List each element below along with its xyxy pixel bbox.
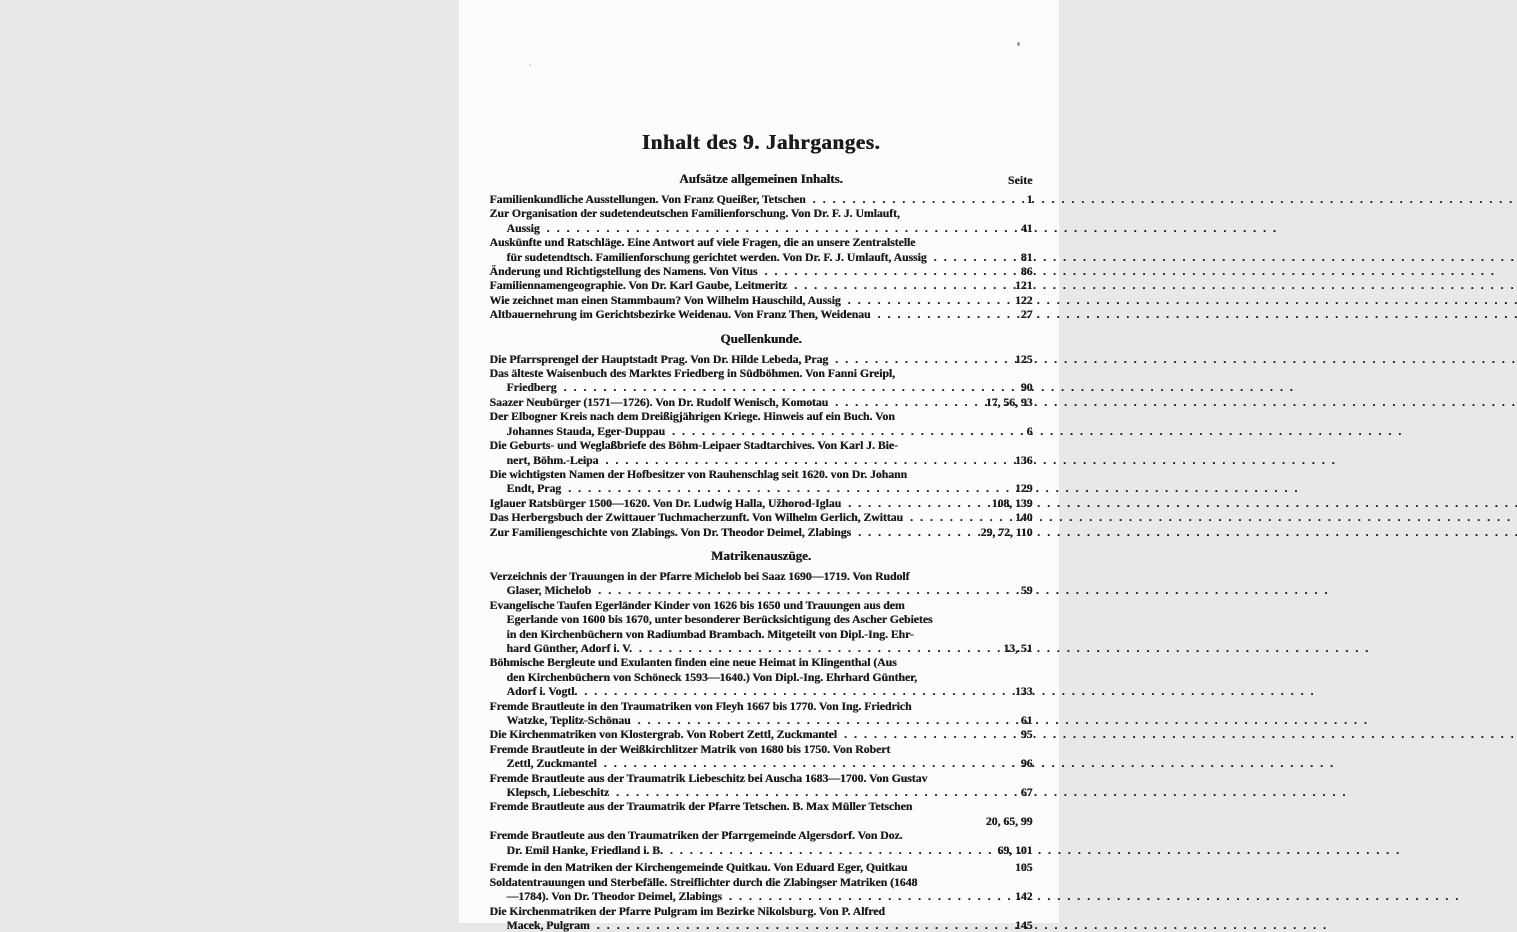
entry-text: Änderung und Richtigstellung des Namens. Von Vitus: [489, 264, 758, 279]
entry-line: [490, 918, 1033, 932]
dot-leader: [870, 307, 1020, 321]
entry-line: [490, 510, 1033, 524]
toc-entry: [490, 192, 1033, 206]
dot-leader: [665, 424, 1027, 438]
entry-line: [490, 206, 1033, 220]
entry-text: Endt, Prag: [506, 481, 562, 496]
toc-section: [490, 548, 1033, 932]
page-number: 122: [1014, 292, 1033, 307]
entry-line: [490, 612, 1033, 626]
page-number: 86: [1020, 264, 1033, 279]
page-title: Inhalt des 9. Jahrganges.: [641, 130, 881, 154]
entry-line: [490, 569, 1033, 583]
toc-entry: [490, 828, 1033, 857]
dot-leader: [598, 453, 1015, 467]
dot-leader: [722, 889, 1015, 903]
dot-leader: [787, 278, 1015, 292]
entry-line: [490, 655, 1033, 669]
entry-text: Zettl, Zuckmantel: [506, 756, 597, 771]
entry-text: Die Pfarrsprengel der Hauptstadt Prag. Von Dr. Hilde Lebeda, Prag: [489, 351, 829, 366]
entry-text: Zur Organisation der sudetendeutschen Familienforschung. Von Dr. F. J. Umlauft,: [489, 206, 900, 221]
dot-leader: [903, 510, 1015, 524]
page-number: 108, 139: [991, 495, 1033, 510]
dot-leader: [841, 293, 1015, 307]
entry-line: [490, 713, 1033, 727]
entry-line: [490, 889, 1033, 903]
entry-text: Fremde Brautleute aus der Traumatrik Liebeschitz bei Auscha 1683—1700. Von Gustav: [489, 770, 928, 785]
entry-text: Böhmische Bergleute und Exulanten finden eine neue Heimat in Klingenthal (Aus: [489, 655, 897, 670]
page-number: 125: [1014, 351, 1033, 366]
entry-text: Familiennamengeographie. Von Dr. Karl Gaube, Leitmeritz: [489, 278, 788, 293]
entry-line: [490, 627, 1033, 641]
dot-leader: [927, 250, 1021, 264]
toc-entry: [490, 206, 1033, 235]
entry-line: [490, 904, 1033, 918]
entry-text: Auskünfte und Ratschläge. Eine Antwort auf viele Fragen, die an unsere Zentralstelle: [489, 235, 916, 250]
toc-entry: [490, 525, 1033, 539]
toc-entry: [490, 699, 1033, 728]
entry-text: hard Günther, Adorf i. V.: [506, 640, 632, 655]
toc-content: [490, 130, 1033, 932]
toc-entry: [490, 409, 1033, 438]
entry-text: Das älteste Waisenbuch des Marktes Friedberg in Südböhmen. Von Fanni Greipl,: [489, 366, 895, 381]
entry-line: [490, 843, 1033, 857]
entry-line: [490, 756, 1033, 770]
entry-text: Die wichtigsten Namen der Hofbesitzer von Rauhenschlag seit 1620. von Dr. Johann: [489, 466, 908, 481]
entry-line: [490, 366, 1033, 380]
entry-line: [490, 799, 1033, 813]
entry-line: [490, 727, 1033, 741]
entry-line: [490, 250, 1033, 264]
entry-text: Glaser, Michelob: [506, 583, 592, 598]
dot-leader: [837, 727, 1021, 741]
entry-line: [490, 192, 1033, 206]
entry-line: [490, 785, 1033, 799]
entry-text: Egerlande von 1600 bis 1670, unter besonderer Berücksichtigung des Ascher Gebietes: [506, 612, 933, 627]
entry-text: Fremde Brautleute in den Traumatriken von Fleyh 1667 bis 1770. Von Ing. Friedrich: [489, 698, 912, 713]
entry-line: [490, 235, 1033, 249]
entry-line: [490, 583, 1033, 597]
entry-text: Verzeichnis der Trauungen in der Pfarre Michelob bei Saaz 1690—1719. Von Rudolf: [489, 568, 910, 583]
entry-line: [490, 424, 1033, 438]
entry-text: Die Kirchenmatriken von Klostergrab. Von Robert Zettl, Zuckmantel: [489, 727, 837, 742]
entry-text: Macek, Pulgram: [506, 918, 590, 932]
entry-line: [490, 684, 1033, 698]
entry-text: Fremde Brautleute in der Weißkirchlitzer Matrik von 1680 bis 1750. Von Robert: [489, 741, 891, 756]
scan-speck: [1017, 42, 1020, 46]
entry-text: Die Kirchenmatriken der Pfarre Pulgram im Bezirke Nikolsburg. Von P. Alfred: [489, 903, 885, 918]
page-number: 67: [1020, 785, 1033, 800]
dot-leader: [590, 918, 1015, 932]
page-number: 61: [1020, 713, 1033, 727]
entry-text: Altbauernehrung im Gerichtsbezirke Weidenau. Von Franz Then, Weidenau: [489, 307, 871, 322]
toc-entry: [490, 904, 1033, 932]
entry-text: für sudetendtsch. Familienforschung gerichtet werden. Von Dr. F. J. Umlauft, Aussig: [506, 249, 927, 264]
entry-line: [490, 771, 1033, 785]
toc-entry: [490, 875, 1033, 904]
entry-line: [490, 814, 1033, 828]
toc-entry: [490, 857, 1033, 875]
entry-line: [490, 525, 1033, 539]
dot-leader: [609, 785, 1021, 799]
entry-line: [490, 307, 1033, 321]
entry-text: Soldatentrauungen und Sterbefälle. Streiflichter durch die Zlabingser Matriken (1648: [489, 874, 918, 889]
entry-text: Adorf i. Vogtl.: [506, 684, 578, 699]
entry-text: Evangelische Taufen Egerländer Kinder von 1626 bis 1650 und Trauungen aus dem: [489, 597, 905, 612]
dot-leader: [561, 481, 1015, 495]
dot-leader: [851, 525, 981, 539]
dot-leader: [841, 496, 992, 510]
entry-text: Die Geburts- und Weglaßbriefe des Böhm-Leipaer Stadtarchives. Von Karl J. Bie-: [489, 438, 898, 453]
toc-entry: [490, 264, 1033, 278]
entry-line: [490, 857, 1033, 875]
entry-text: Fremde in den Matriken der Kirchengemeinde Quitkau. Von Eduard Eger, Quitkau: [489, 860, 908, 875]
entry-text: Iglauer Ratsbürger 1500—1620. Von Dr. Ludwig Halla, Užhorod-Iglau: [489, 495, 842, 510]
entry-text: Wie zeichnet man einen Stammbaum? Von Wilhelm Hauschild, Aussig: [489, 292, 841, 307]
page-number: 27: [1020, 307, 1033, 322]
dot-leader: [663, 843, 998, 857]
dot-leader: [907, 857, 1015, 871]
dot-leader: [632, 641, 1003, 655]
toc-entry: [490, 569, 1033, 598]
entry-text: Friedberg: [506, 380, 557, 395]
toc-entry: [490, 395, 1033, 409]
entry-text: Das Herbergsbuch der Zwittauer Tuchmacherzunft. Von Wilhelm Gerlich, Zwittau: [489, 510, 903, 525]
dot-leader: [828, 395, 986, 409]
toc-section: [490, 331, 1033, 539]
page-number: 142: [1014, 889, 1033, 904]
entry-line: [490, 742, 1033, 756]
entry-line: [490, 221, 1033, 235]
toc-entry: [490, 293, 1033, 307]
section-heading: Matrikenauszüge.: [710, 547, 812, 563]
page-number: 29, 72, 110: [980, 524, 1033, 539]
dot-leader: [577, 684, 1015, 698]
toc-entry: [490, 496, 1033, 510]
section-heading: Quellenkunde.: [720, 330, 802, 346]
entry-line: [490, 496, 1033, 510]
toc-entry: [490, 655, 1033, 698]
entry-line: [490, 352, 1033, 366]
page-number: 105: [1014, 860, 1033, 875]
page-number: 90: [1020, 380, 1033, 395]
entry-line: [490, 409, 1033, 423]
entry-line: [490, 293, 1033, 307]
page-number: 1: [1026, 192, 1033, 206]
entry-text: Saazer Neubürger (1571—1726). Von Dr. Rudolf Wenisch, Komotau: [489, 394, 829, 409]
entry-line: [490, 598, 1033, 612]
dot-leader: [828, 352, 1015, 366]
section-heading-row: [490, 171, 1033, 187]
entry-text: Aussig: [506, 220, 540, 235]
page-number: 17, 56, 93: [985, 394, 1033, 409]
toc-sections: [490, 171, 1033, 932]
toc-entry: [490, 742, 1033, 771]
dot-leader: [757, 264, 1020, 278]
dot-leader: [591, 583, 1021, 597]
toc-entry: [490, 438, 1033, 467]
page-number: 121: [1014, 278, 1033, 293]
section-heading-row: [490, 331, 1033, 347]
page-number: 129: [1014, 481, 1033, 496]
page-number: 133: [1014, 684, 1033, 699]
entry-text: Der Elbogner Kreis nach dem Dreißigjährigen Kriege. Hinweis auf ein Buch. Von: [489, 409, 895, 424]
entry-text: Johannes Stauda, Eger-Duppau: [506, 423, 665, 438]
entry-text: Fremde Brautleute aus der Traumatrik der Pfarre Tetschen. B. Max Müller Tetschen: [489, 799, 913, 814]
entry-text: Fremde Brautleute aus den Traumatriken der Pfarrgemeinde Algersdorf. Von Doz.: [489, 828, 903, 843]
toc-entry: [490, 467, 1033, 496]
entry-line: [490, 699, 1033, 713]
dot-leader: [806, 192, 1027, 206]
toc-entry: [490, 278, 1033, 292]
toc-entry: [490, 510, 1033, 524]
entry-line: [490, 453, 1033, 467]
page-number: 96: [1020, 756, 1033, 771]
section-heading: Aufsätze allgemeinen Inhalts.: [679, 171, 843, 186]
page-number: 59: [1020, 583, 1033, 598]
entry-text: Dr. Emil Hanke, Friedland i. B.: [506, 842, 663, 857]
page-number: 136: [1014, 452, 1033, 467]
toc-entry: [490, 799, 1033, 828]
entry-text: Zur Familiengeschichte von Zlabings. Von Dr. Theodor Deimel, Zlabings: [489, 524, 852, 539]
section-heading-row: [490, 548, 1033, 564]
scan-speck: [529, 64, 531, 66]
entry-line: [490, 395, 1033, 409]
entry-text: Klepsch, Liebeschitz: [506, 785, 610, 800]
entry-line: [490, 481, 1033, 495]
entry-text: Familienkundliche Ausstellungen. Von Franz Queißer, Tetschen: [489, 192, 806, 206]
dot-leader: [557, 380, 1021, 394]
entry-text: in den Kirchenbüchern von Radiumbad Brambach. Mitgeteilt von Dipl.-Ing. Ehr-: [506, 626, 914, 641]
entry-line: [490, 875, 1033, 889]
entry-line: [490, 264, 1033, 278]
toc-section: [490, 171, 1033, 322]
toc-entry: [490, 598, 1033, 656]
page-number: 13, 51: [1003, 640, 1033, 655]
page-number: 81: [1020, 249, 1033, 264]
toc-entry: [490, 727, 1033, 741]
entry-line: [490, 828, 1033, 842]
dot-leader: [631, 713, 1021, 727]
page-column-label: Seite: [1007, 173, 1033, 187]
entry-text: Watzke, Teplitz-Schönau: [506, 713, 631, 727]
dot-leader: [597, 756, 1021, 770]
entry-line: [490, 641, 1033, 655]
toc-entry: [490, 352, 1033, 366]
page-number: 140: [1014, 510, 1033, 525]
page-number: 20, 65, 99: [985, 813, 1033, 828]
entry-line: [490, 380, 1033, 394]
entry-line: [490, 670, 1033, 684]
toc-entry: [490, 307, 1033, 321]
toc-entry: [490, 771, 1033, 800]
scanned-page: [459, 0, 1059, 932]
toc-entry: [490, 235, 1033, 264]
page-number: 145: [1014, 918, 1033, 932]
entry-line: [490, 438, 1033, 452]
dot-leader: [540, 221, 1021, 235]
entry-text: nert, Böhm.-Leipa: [506, 452, 599, 467]
page-number: 41: [1020, 220, 1033, 235]
page-number: 69, 101: [997, 842, 1033, 857]
entry-text: —1784). Von Dr. Theodor Deimel, Zlabings: [506, 889, 722, 904]
entry-line: [490, 278, 1033, 292]
entry-text: den Kirchenbüchern von Schöneck 1593—1640.) Von Dipl.-Ing. Ehrhard Günther,: [506, 669, 918, 684]
toc-entry: [490, 366, 1033, 395]
page-number: 95: [1020, 727, 1033, 742]
entry-line: [490, 467, 1033, 481]
page-number: 6: [1026, 423, 1033, 438]
